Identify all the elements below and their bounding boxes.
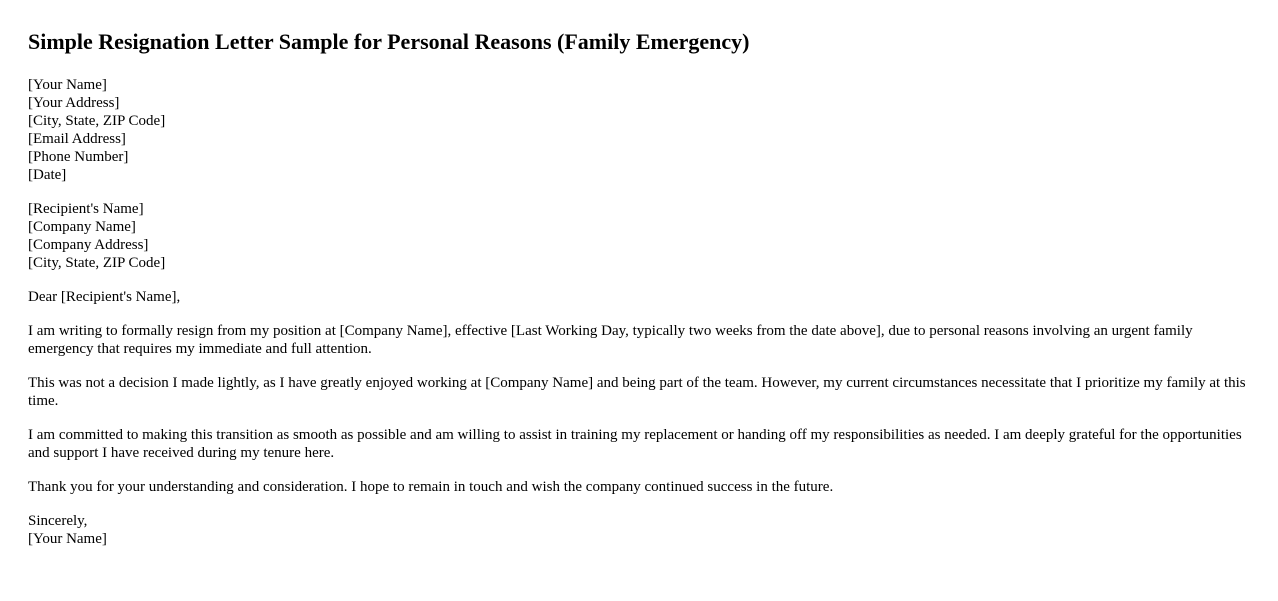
sender-block [28,76,1250,184]
signature-block [28,512,1250,548]
recipient-name: [Recipient's Name] [28,201,144,217]
page-title: Simple Resignation Letter Sample for Personal Reasons (Family Emergency) [28,29,750,54]
recipient-city-state-zip: [City, State, ZIP Code] [28,255,166,271]
salutation: Dear [Recipient's Name], [28,289,181,305]
sender-phone: [Phone Number] [28,149,129,165]
body-paragraph: This was not a decision I made lightly, as I have greatly enjoyed working at [Company Name] and being part of the team. However, my current circumstances necessitate that I prioritize my family at this time. [28,375,1246,409]
body-paragraph: Thank you for your understanding and consideration. I hope to remain in touch and wish the company continued success in the future. [28,479,834,495]
signature-name: [Your Name] [28,531,107,547]
recipient-company: [Company Name] [28,219,136,235]
letter-date: [Date] [28,167,67,183]
sender-address: [Your Address] [28,95,120,111]
sender-city-state-zip: [City, State, ZIP Code] [28,113,166,129]
recipient-block [28,200,1250,272]
closing: Sincerely, [28,513,88,529]
recipient-company-address: [Company Address] [28,237,149,253]
sender-name: [Your Name] [28,77,107,93]
body-paragraph: I am committed to making this transition as smooth as possible and am willing to assist in training my replacement or handing off my responsibilities as needed. I am deeply grateful for the opportunities and support I have received during my tenure here. [28,427,1242,461]
body-paragraph: I am writing to formally resign from my position at [Company Name], effective [Last Working Day, typically two weeks from the date above], due to personal reasons involving an urgent family emergency that requires my immediate and full attention. [28,323,1193,357]
sender-email: [Email Address] [28,131,126,147]
